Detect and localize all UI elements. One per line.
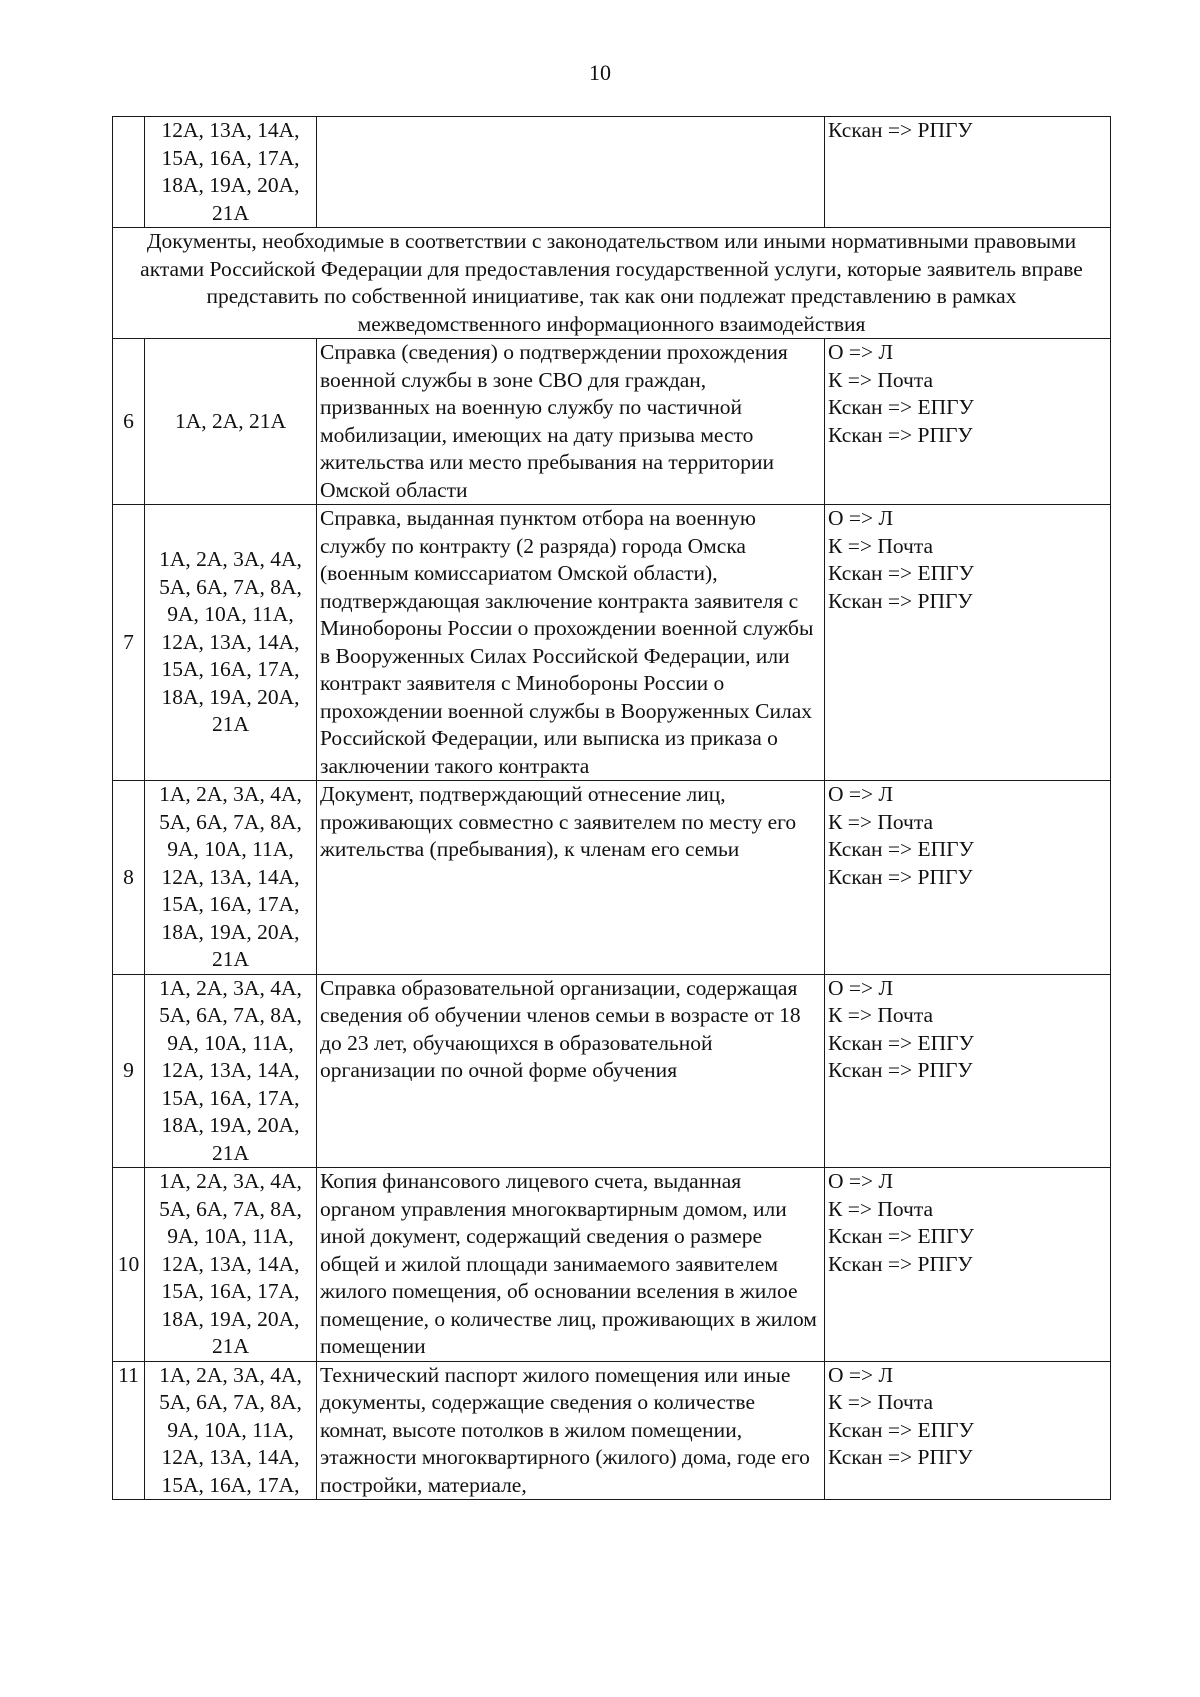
document-description-cell: Справка (сведения) о подтверждении прохождения военной службы в зоне СВО для граждан, призванных на военную службу по частичной мобилизации, имеющих на дату призыва место жительства или место пребывания на территории Омской области — [317, 339, 825, 505]
applicant-codes-cell: 1А, 2А, 3А, 4А, 5А, 6А, 7А, 8А, 9А, 10А, 11А, 12А, 13А, 14А, 15А, 16А, 17А, 18А, 19А, 20А, 21А — [145, 505, 317, 781]
document-description-cell: Документ, подтверждающий отнесение лиц, проживающих совместно с заявителем по месту его жительства (пребывания), к членам его семьи — [317, 781, 825, 975]
submission-channels-cell: О => Л К => Почта Кскан => ЕПГУ Кскан => РПГУ — [825, 1168, 1111, 1362]
row-number: 11 — [113, 1361, 145, 1500]
applicant-codes-cell: 1А, 2А, 3А, 4А, 5А, 6А, 7А, 8А, 9А, 10А, 11А, 12А, 13А, 14А, 15А, 16А, 17А, 18А, 19А, 20А, 21А — [145, 781, 317, 975]
applicant-codes-cell: 1А, 2А, 3А, 4А, 5А, 6А, 7А, 8А, 9А, 10А, 11А, 12А, 13А, 14А, 15А, 16А, 17А, — [145, 1361, 317, 1500]
row-number-cell — [113, 117, 145, 228]
table-row-continued — [113, 117, 1111, 228]
applicant-codes-cell: 1А, 2А, 3А, 4А, 5А, 6А, 7А, 8А, 9А, 10А, 11А, 12А, 13А, 14А, 15А, 16А, 17А, 18А, 19А, 20А, 21А — [145, 974, 317, 1168]
applicant-codes-cell: 1А, 2А, 3А, 4А, 5А, 6А, 7А, 8А, 9А, 10А, 11А, 12А, 13А, 14А, 15А, 16А, 17А, 18А, 19А, 20А, 21А — [145, 1168, 317, 1362]
submission-channels-cell: Кскан => РПГУ — [825, 117, 1111, 228]
row-number: 6 — [113, 339, 145, 505]
table-row — [113, 1168, 1111, 1362]
document-description-cell: Технический паспорт жилого помещения или иные документы, содержащие сведения о количестве комнат, высоте потолков в жилом помещении, этажности многоквартирного (жилого) дома, годе его постройки, материале, — [317, 1361, 825, 1500]
document-description-cell: Справка образовательной организации, содержащая сведения об обучении членов семьи в возрасте от 18 до 23 лет, обучающихся в образовательной организации по очной форме обучения — [317, 974, 825, 1168]
submission-channels-cell: О => Л К => Почта Кскан => ЕПГУ Кскан => РПГУ — [825, 781, 1111, 975]
submission-channels-cell: О => Л К => Почта Кскан => ЕПГУ Кскан => РПГУ — [825, 974, 1111, 1168]
section-header-row — [113, 228, 1111, 339]
section-header: Документы, необходимые в соответствии с законодательством или иными нормативными правовыми актами Российской Федерации для предоставления государственной услуги, которые заявитель вправе представить по собственной инициативе, так как они подлежат представлению в рамках межведомственного информационного взаимодействия — [113, 228, 1111, 339]
row-number: 7 — [113, 505, 145, 781]
table-row — [113, 781, 1111, 975]
applicant-codes-cell: 12А, 13А, 14А, 15А, 16А, 17А, 18А, 19А, 20А, 21А — [145, 117, 317, 228]
table-row — [113, 505, 1111, 781]
row-number: 10 — [113, 1168, 145, 1362]
row-number: 8 — [113, 781, 145, 975]
table-row — [113, 974, 1111, 1168]
submission-channels-cell: О => Л К => Почта Кскан => ЕПГУ Кскан => РПГУ — [825, 1361, 1111, 1500]
submission-channels-cell: О => Л К => Почта Кскан => ЕПГУ Кскан => РПГУ — [825, 505, 1111, 781]
submission-channels-cell: О => Л К => Почта Кскан => ЕПГУ Кскан => РПГУ — [825, 339, 1111, 505]
document-description-cell: Копия финансового лицевого счета, выданная органом управления многоквартирным домом, или иной документ, содержащий сведения о размере общей и жилой площади занимаемого заявителем жилого помещения, об основании вселения в жилое помещение, о количестве лиц, проживающих в жилом помещении — [317, 1168, 825, 1362]
page-number: 10 — [589, 60, 611, 85]
document-description-cell — [317, 117, 825, 228]
documents-table — [112, 116, 1111, 1500]
table-row — [113, 1361, 1111, 1500]
table-row — [113, 339, 1111, 505]
row-number: 9 — [113, 974, 145, 1168]
applicant-codes-cell: 1А, 2А, 21А — [145, 339, 317, 505]
document-description-cell: Справка, выданная пунктом отбора на военную службу по контракту (2 разряда) города Омска (военным комиссариатом Омской области), подтверждающая заключение контракта заявителя с Минобороны России о прохождении военной службы в Вооруженных Силах Российской Федерации, или контракт заявителя с Минобороны России о прохождении военной службы в Вооруженных Силах Российской Федерации, или выписка из приказа о заключении такого контракта — [317, 505, 825, 781]
